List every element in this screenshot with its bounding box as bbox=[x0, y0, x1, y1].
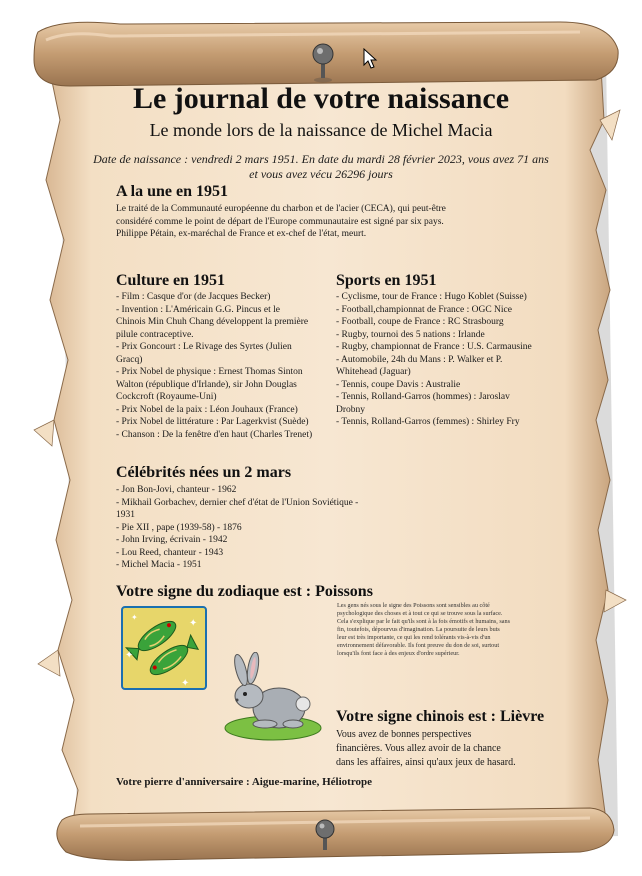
culture-heading: Culture en 1951 bbox=[116, 272, 226, 289]
sports-line: - Tennis, Rolland-Garros (hommes) : Jaroslav bbox=[336, 392, 510, 402]
celebrity-line: - Mikhail Gorbachev, dernier chef d'état de l'Union Soviétique - bbox=[116, 497, 359, 508]
culture-line: Gracq) bbox=[116, 354, 143, 365]
cursor-icon bbox=[363, 48, 379, 70]
celebrity-line: - John Irving, écrivain - 1942 bbox=[116, 535, 228, 545]
zodiac-description bbox=[337, 602, 587, 658]
culture-section bbox=[116, 272, 336, 441]
headline-section bbox=[116, 183, 556, 241]
culture-line: Cockcroft (Royaume-Uni) bbox=[116, 392, 217, 402]
sports-line: - Cyclisme, tour de France : Hugo Koblet (Suisse) bbox=[336, 292, 527, 302]
zodiac-line: environnement défavorable. Ils font preuve du don de soi, surtout bbox=[337, 642, 500, 649]
sports-line: - Tennis, coupe Davis : Australie bbox=[336, 379, 461, 390]
sports-line: - Football, coupe de France : RC Strasbourg bbox=[336, 317, 504, 327]
celebrities-heading: Célébrités nées un 2 mars bbox=[116, 464, 292, 481]
pisces-icon bbox=[121, 606, 207, 690]
page-subtitle: Le monde lors de la naissance de Michel Macia bbox=[149, 120, 493, 140]
culture-line: Chinois Min Chuh Chang développent la première bbox=[116, 317, 309, 327]
celebrity-line: - Michel Macia - 1951 bbox=[116, 560, 202, 570]
zodiac-line: Cela s'explique par le fait qu'ils sont à la fois émotifs et humains, sans bbox=[337, 618, 511, 625]
culture-line: - Prix Nobel de littérature : Par Lagerkvist (Suède) bbox=[116, 417, 309, 427]
headline-line: Philippe Pétain, ex-maréchal de France et ex-chef de l'état, meurt. bbox=[116, 229, 367, 239]
pin-icon bbox=[306, 42, 340, 84]
chinese-sign-heading: Votre signe chinois est : Lièvre bbox=[336, 708, 545, 725]
days-lived-line: et vous avez vécu 26296 jours bbox=[249, 167, 393, 181]
rabbit-icon bbox=[215, 652, 325, 744]
page-title: Le journal de votre naissance bbox=[132, 82, 510, 115]
svg-text:✦: ✦ bbox=[189, 618, 198, 629]
birth-date-info bbox=[60, 152, 582, 182]
sports-heading: Sports en 1951 bbox=[336, 272, 437, 289]
culture-line: - Prix Nobel de physique : Ernest Thomas Sinton bbox=[116, 367, 303, 377]
birthstone: Votre pierre d'anniversaire : Aigue-marine, Héliotrope bbox=[116, 776, 373, 788]
culture-line: - Chanson : De la fenêtre d'en haut (Charles Trenet) bbox=[116, 429, 313, 440]
celebrities-section bbox=[116, 464, 406, 572]
culture-line: - Invention : L'Américain G.G. Pincus et le bbox=[116, 304, 280, 315]
sports-line: - Rugby, championnat de France : U.S. Carmausine bbox=[336, 342, 532, 352]
svg-text:✦: ✦ bbox=[125, 650, 134, 661]
culture-line: Walton (république d'Irlande), sir John Douglas bbox=[116, 379, 297, 390]
chinese-sign-line: dans les affaires, ainsi qu'aux jeux de hasard. bbox=[336, 757, 516, 768]
zodiac-line: lorsqu'ils font face à des enjeux d'ordre supérieur. bbox=[337, 650, 460, 657]
zodiac-line: fin, toutefois, dépourvus d'imagination. La poursuite de leurs buts bbox=[337, 626, 500, 633]
celebrity-line: - Pie XII , pape (1939-58) - 1876 bbox=[116, 522, 242, 533]
culture-line: - Film : Casque d'or (de Jacques Becker) bbox=[116, 292, 271, 302]
svg-text:✦: ✦ bbox=[181, 678, 190, 688]
culture-line: - Prix Nobel de la paix : Léon Jouhaux (France) bbox=[116, 404, 298, 415]
sports-line: - Automobile, 24h du Mans : P. Walker et P. bbox=[336, 354, 503, 365]
chinese-sign-line: Vous avez de bonnes perspectives bbox=[336, 729, 472, 740]
birth-date-line: Date de naissance : vendredi 2 mars 1951. En date du mardi 28 février 2023, vous avez 71 ans bbox=[93, 152, 549, 166]
sports-line: - Tennis, Rolland-Garros (femmes) : Shirley Fry bbox=[336, 417, 520, 427]
sports-line: - Rugby, tournoi des 5 nations : Irlande bbox=[336, 329, 485, 340]
chinese-sign-section bbox=[336, 708, 586, 770]
headline-line: Le traité de la Communauté européenne du charbon et de l'acier (CECA), qui peut-être bbox=[116, 204, 446, 214]
sports-line: Whitehead (Jaguar) bbox=[336, 367, 411, 377]
svg-text:✦: ✦ bbox=[131, 613, 138, 622]
pin-icon bbox=[310, 818, 340, 858]
sports-section bbox=[336, 272, 581, 429]
culture-line: - Prix Goncourt : Le Rivage des Syrtes (Julien bbox=[116, 342, 292, 352]
sports-line: - Football,championnat de France : OGC Nice bbox=[336, 304, 512, 315]
celebrity-line: 1931 bbox=[116, 510, 135, 520]
zodiac-heading: Votre signe du zodiaque est : Poissons bbox=[116, 583, 373, 600]
zodiac-line: leur est très importante, ce qui les rend tolérants vis-à-vis d'un bbox=[337, 634, 491, 641]
zodiac-line: Les gens nés sous le signe des Poissons sont sensibles au côté bbox=[337, 602, 490, 609]
celebrity-line: - Lou Reed, chanteur - 1943 bbox=[116, 547, 224, 558]
celebrity-line: - Jon Bon-Jovi, chanteur - 1962 bbox=[116, 485, 237, 495]
chinese-sign-line: financières. Vous allez avoir de la chance bbox=[336, 743, 501, 754]
zodiac-line: psychologique des choses et à tout ce qui se trouve sous la surface. bbox=[337, 610, 503, 617]
sports-line: Drobny bbox=[336, 404, 366, 415]
culture-line: pilule contraceptive. bbox=[116, 329, 194, 340]
headline-heading: A la une en 1951 bbox=[116, 183, 229, 200]
headline-line: considéré comme le point de départ de l'Europe communautaire est signé par six pays. bbox=[116, 216, 444, 227]
